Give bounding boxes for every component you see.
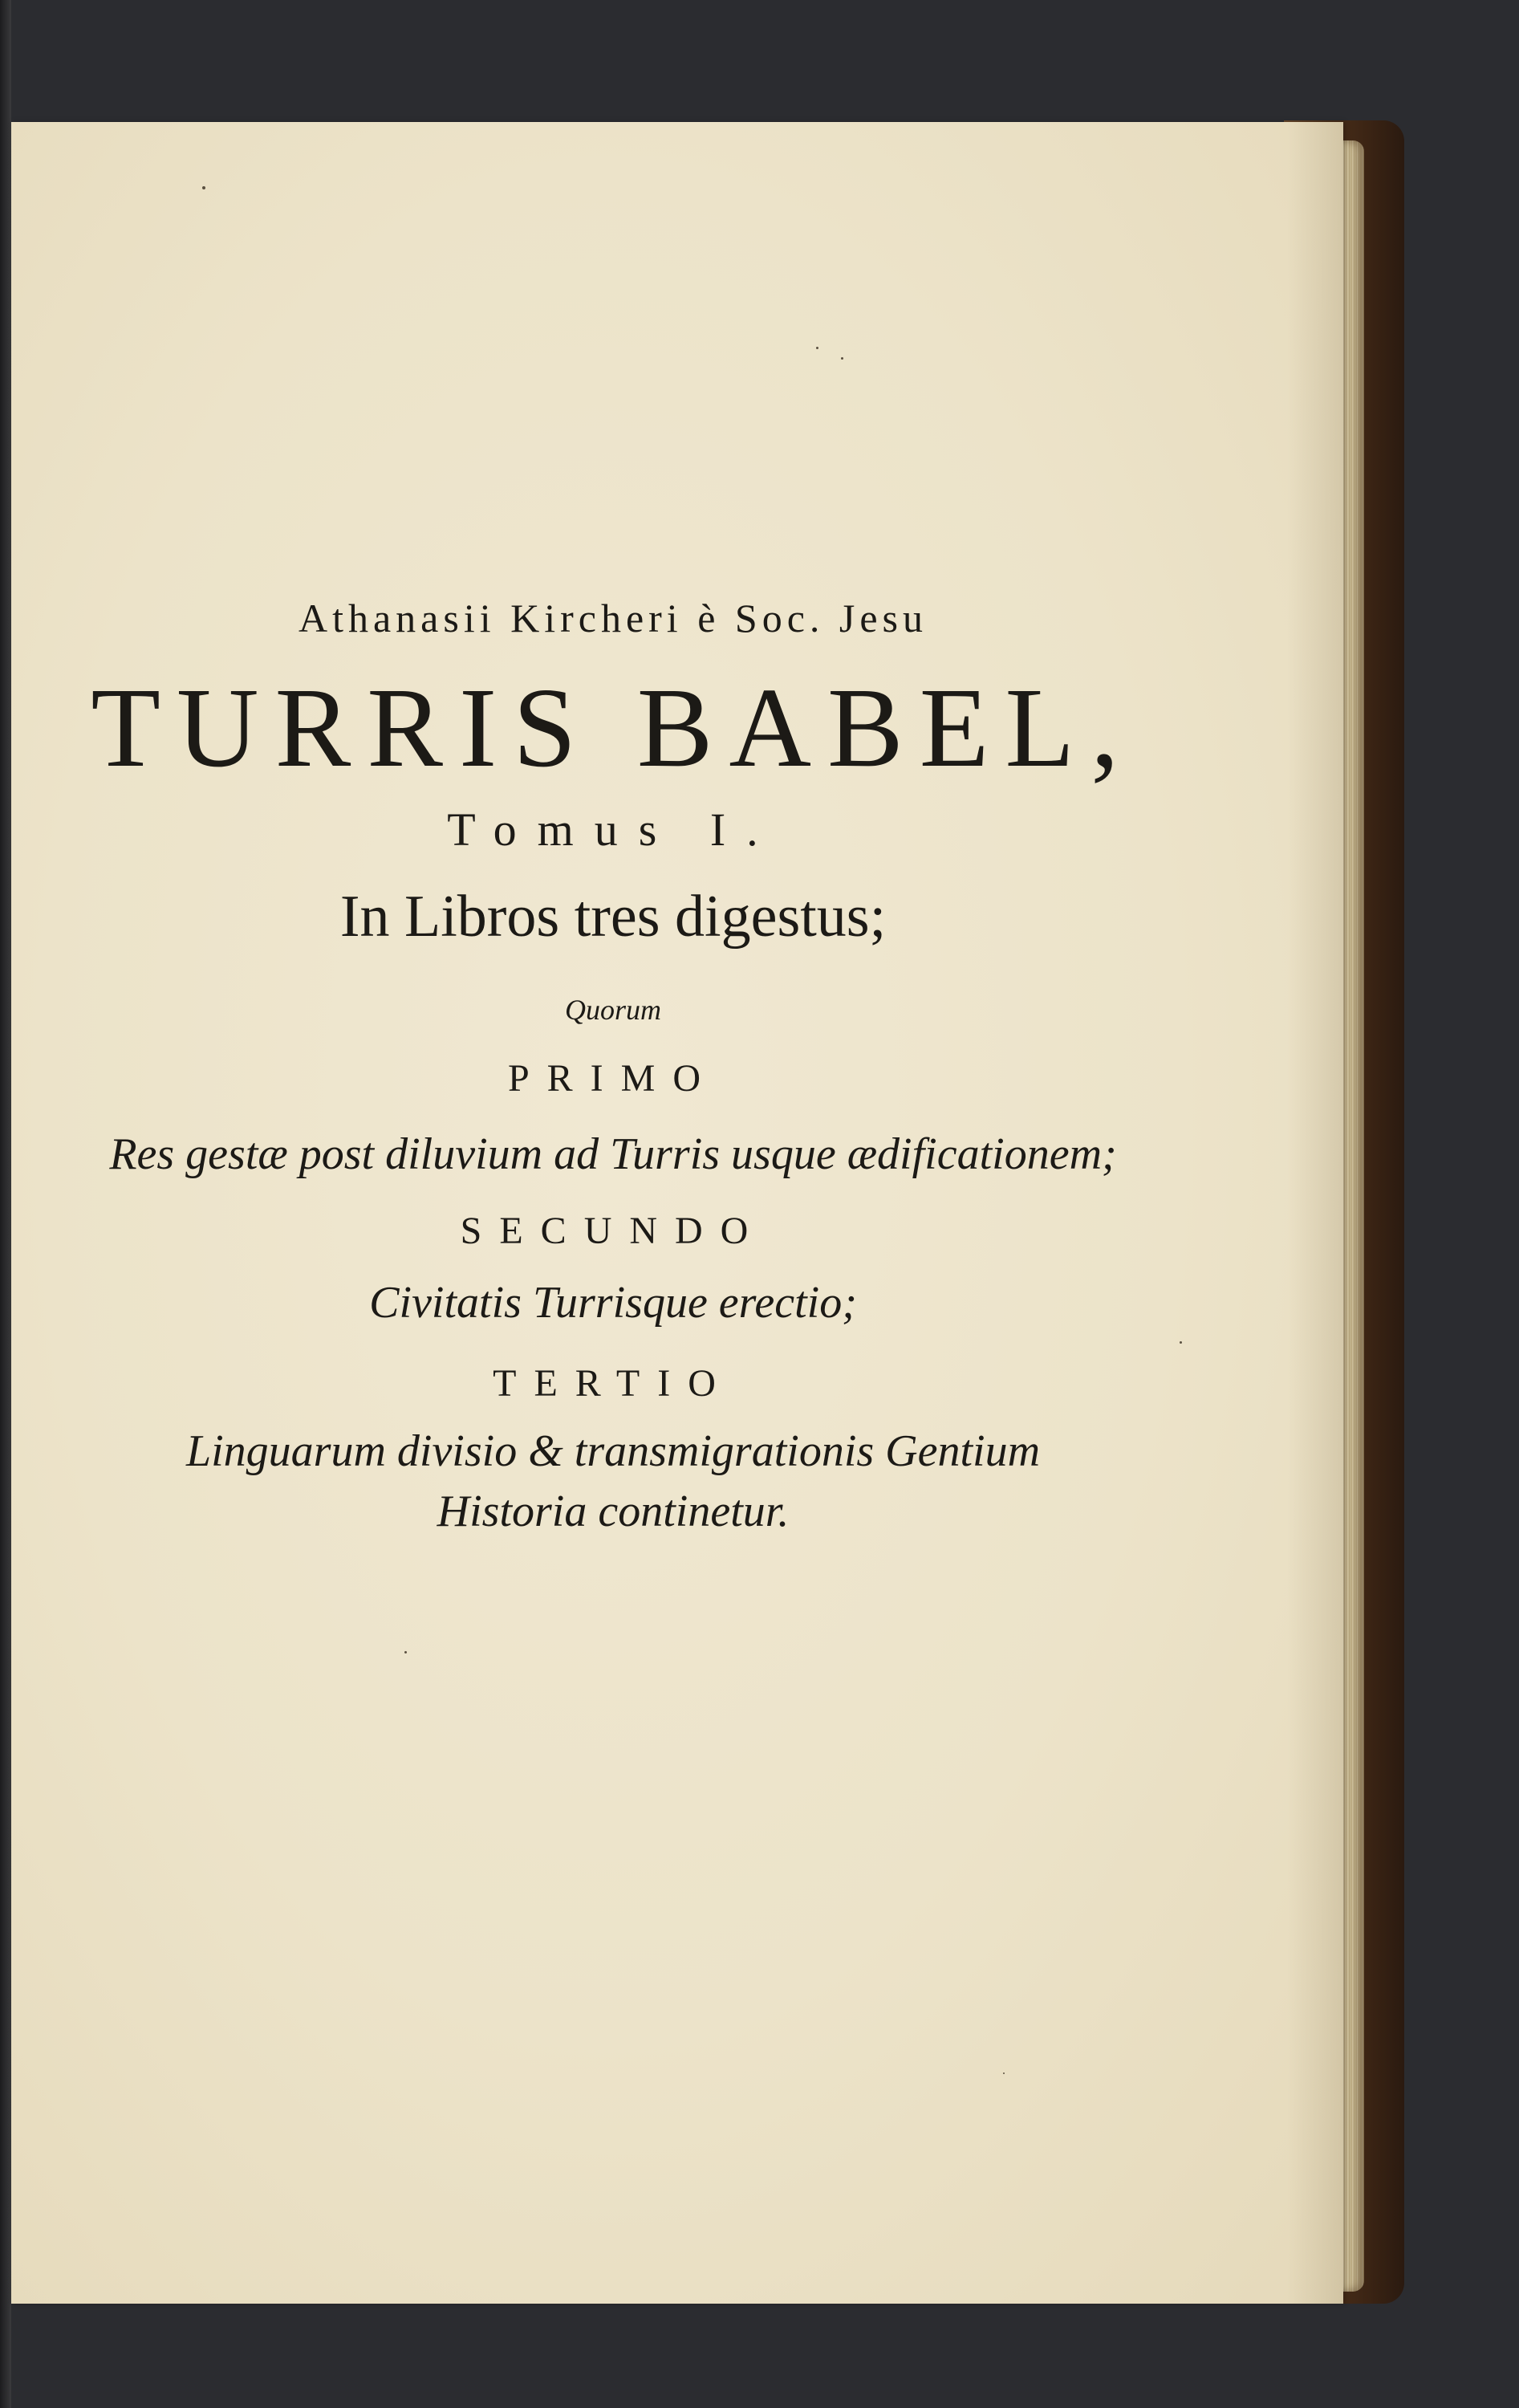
- book1-label: PRIMO: [507, 1057, 719, 1100]
- left-page-gutter: [0, 0, 11, 2408]
- paper-speck: [816, 347, 818, 349]
- volume-label: Tomus I.: [447, 803, 779, 856]
- book3-description-line2: Historia continetur.: [437, 1487, 790, 1536]
- book2-label: SECUNDO: [460, 1210, 766, 1252]
- paper-speck: [841, 357, 843, 360]
- book-title: TURRIS BABEL,: [91, 664, 1135, 791]
- book2-description: Civitatis Turrisque erectio;: [369, 1278, 857, 1328]
- book3-description-line1: Linguarum divisio & transmigrationis Gentium: [185, 1426, 1041, 1476]
- author-line: Athanasii Kircheri è Soc. Jesu: [298, 596, 928, 641]
- paper-speck: [404, 1651, 407, 1653]
- book1-description: Res gestæ post diluvium ad Turris usque ædificationem;: [109, 1129, 1117, 1179]
- book3-label: TERTIO: [493, 1362, 733, 1405]
- paper-speck: [1180, 1341, 1182, 1344]
- paper-speck: [202, 186, 205, 189]
- quorum-label: Quorum: [564, 994, 661, 1026]
- paper-speck: [1003, 2072, 1005, 2074]
- subtitle: In Libros tres digestus;: [339, 884, 887, 950]
